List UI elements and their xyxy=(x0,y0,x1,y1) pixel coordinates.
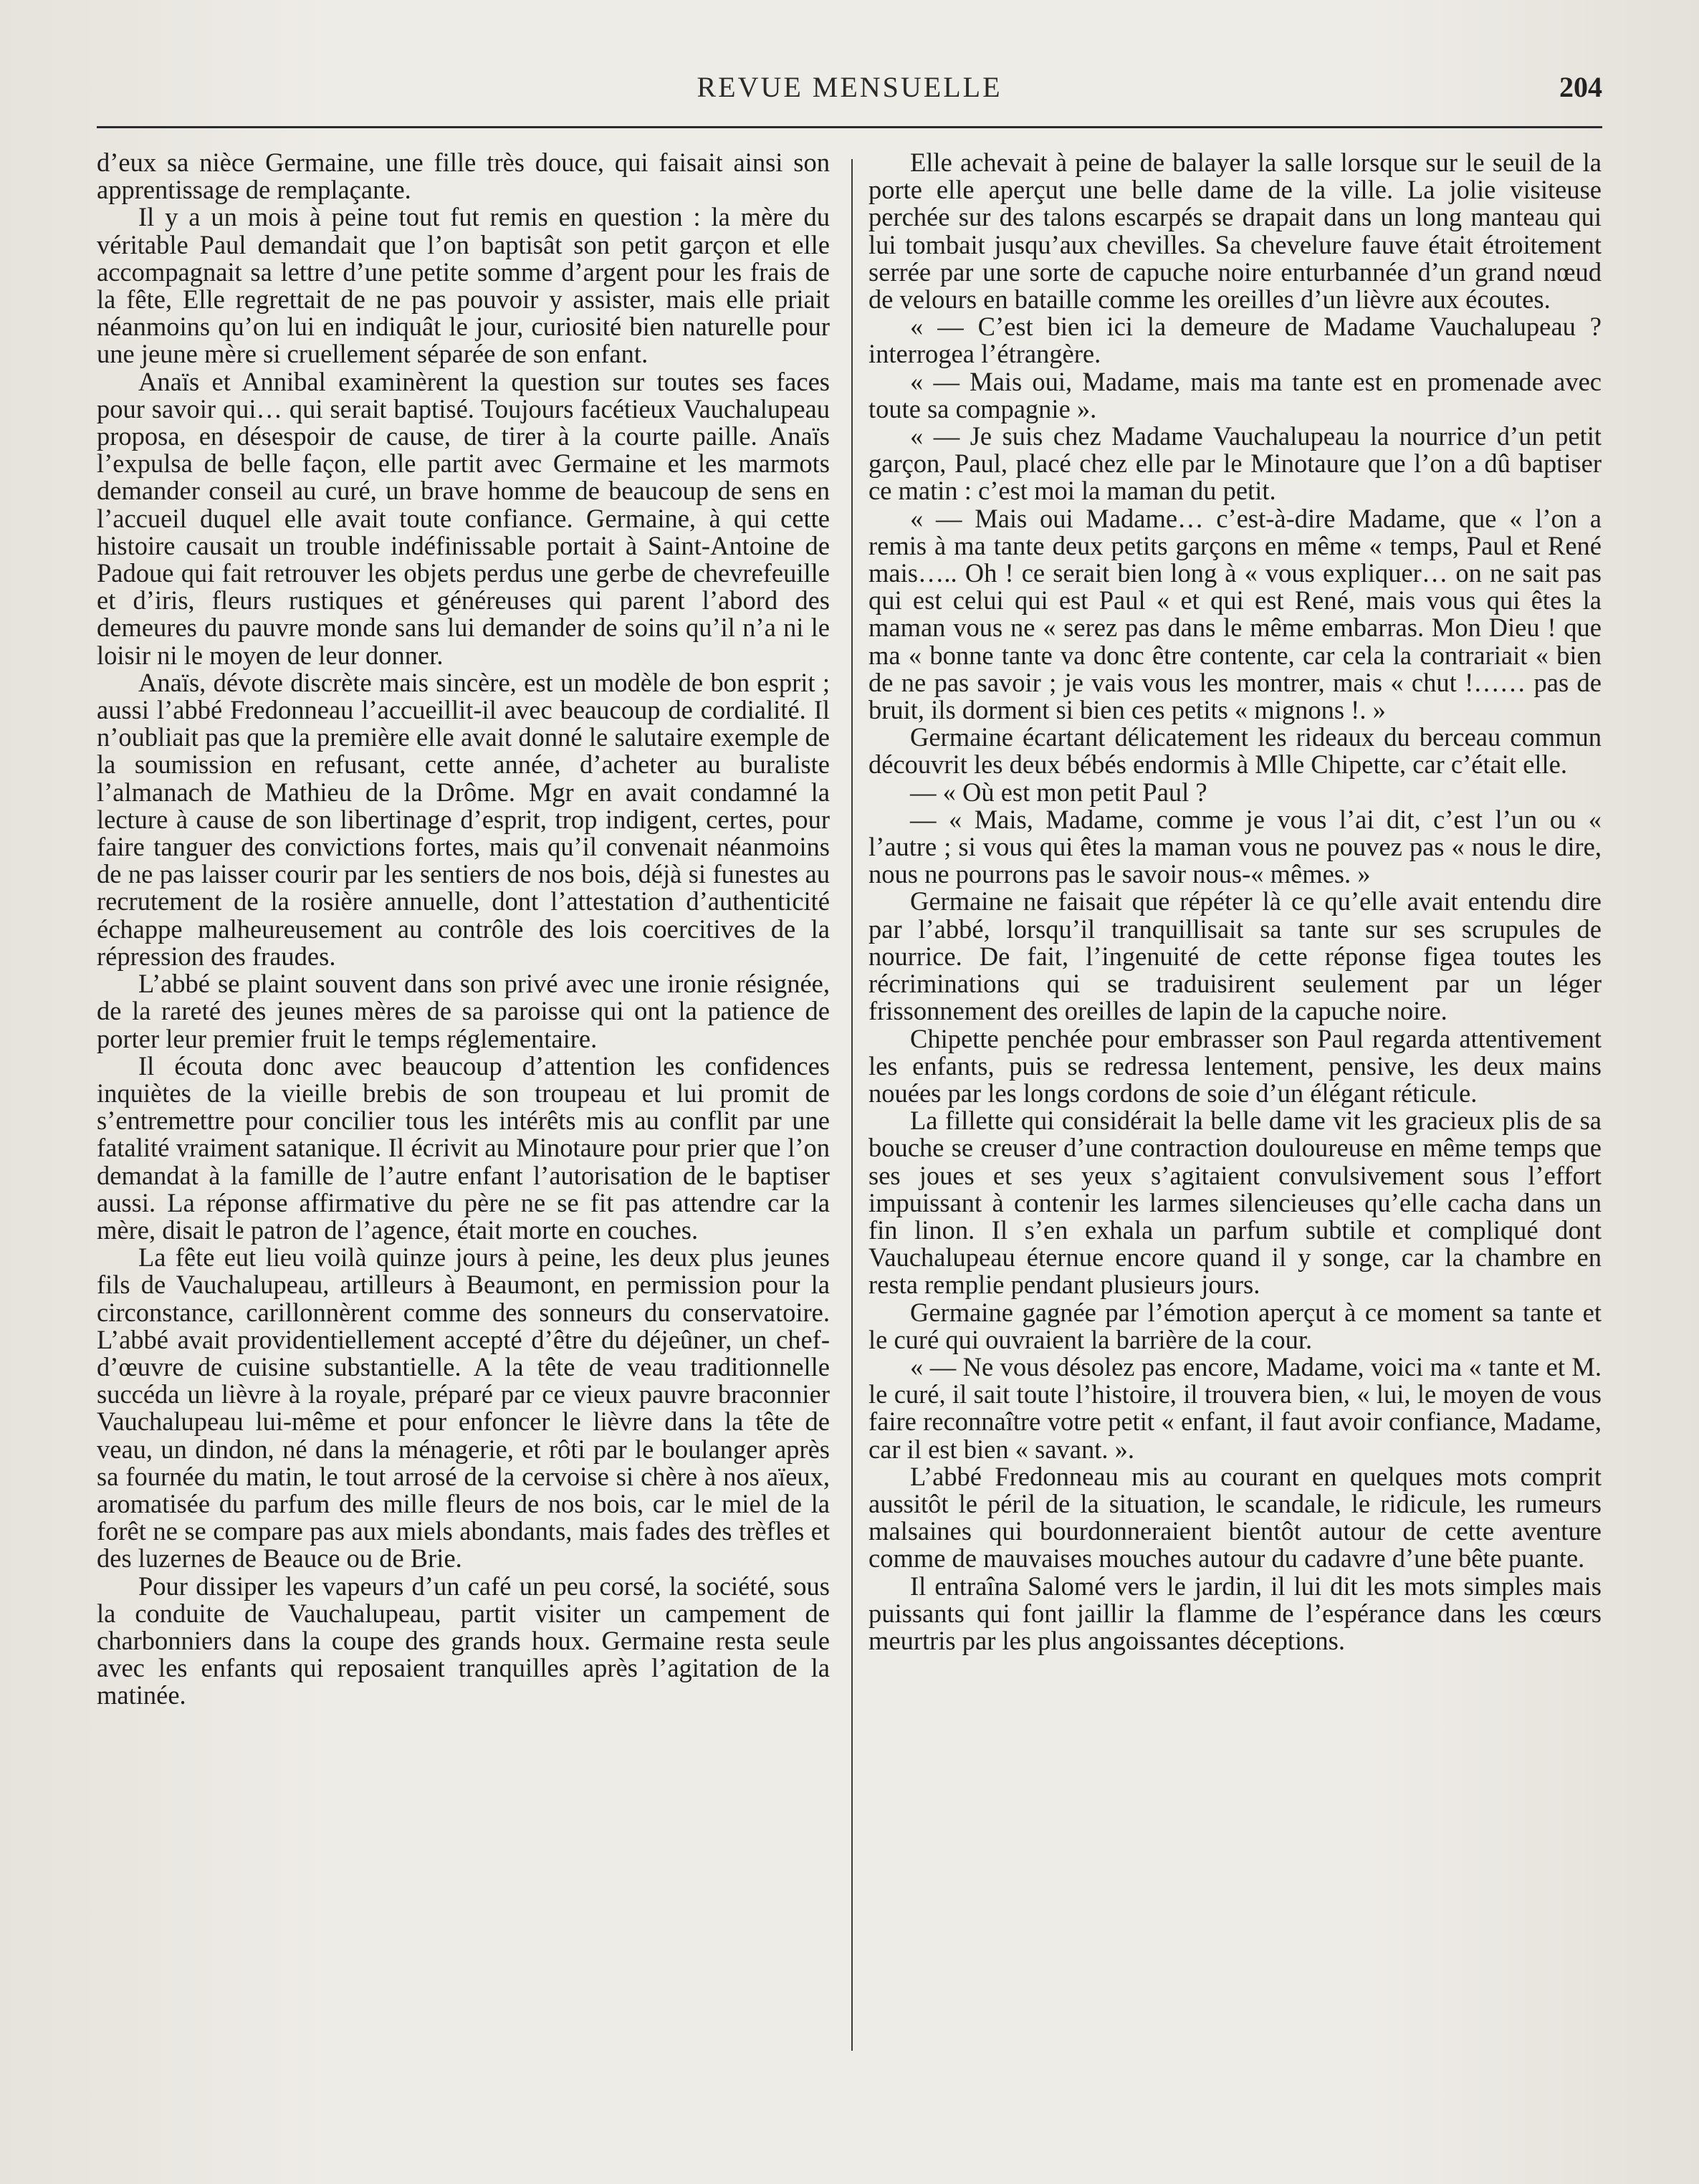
paragraph: Germaine gagnée par l’émotion aperçut à ce moment sa tante et le curé qui ouvraient la barrière de la cour. xyxy=(868,1297,1602,1354)
dialogue-paragraph: « — Mais oui, Madame, mais ma tante est en promenade avec toute sa compagnie ». xyxy=(868,366,1602,423)
dialogue-paragraph: « — C’est bien ici la demeure de Madame Vauchalupeau ? interrogea l’étrangère. xyxy=(868,312,1602,369)
paragraph: Germaine écartant délicatement les rideaux du berceau commun découvrit les deux bébés endormis à Mlle Chipette, car c’était elle. xyxy=(868,722,1602,780)
dialogue-paragraph: « — Mais oui Madame… c’est-à-dire Madame, que « l’on a remis à ma tante deux petits garçons en même « temps, Paul et René mais….. Oh ! ce serait bien long à « vous expliquer… on ne sait pas qui est celui qui est Paul « et qui est René, mais vous qui êtes la maman vous ne « serez pas dans le même embarras. Mon Dieu ! que ma « bonne tante va donc être contente, car cela la contrariait « bien de ne pas savoir ; je vais vous les montrer, mais « chut !…… pas de bruit, ils dorment si bien ces petits « mignons !. » xyxy=(868,503,1602,725)
paragraph: Elle achevait à peine de balayer la salle lorsque sur le seuil de la porte elle aperçut une belle dame de la ville. La jolie visiteuse perchée sur des talons escarpés se drapait dans un long manteau qui lui tombait jusqu’aux chevilles. Sa chevelure fauve était étroitement serrée par une sorte de capuche noire enturbannée d’un grand nœud de velours en bataille comme les oreilles d’un lièvre aux écoutes. xyxy=(868,148,1602,315)
paragraph: La fête eut lieu voilà quinze jours à peine, les deux plus jeunes fils de Vauchalupeau, artilleurs à Beaumont, en permission pour la circonstance, carillonnèrent comme des sonneurs du conservatoire. L’abbé avait providentiellement accepté d’être du déjeûner, un chef-d’œuvre de cuisine substantielle. A la tête de veau traditionnelle succéda un lièvre à la royale, préparé par ce vieux pauvre braconnier Vauchalupeau lui-même et pour enfoncer le lièvre dans la tête de veau, un dindon, né dans la ménagerie, et rôti par le boulanger après sa fournée du matin, le tout arrosé de la cervoise si chère à nos aïeux, aromatisée du parfum des mille fleurs de nos bois, car le miel de la forêt ne se compare pas aux miels abondants, mais fades des trèfles et des luzernes de Beauce ou de Brie. xyxy=(97,1242,830,1574)
paragraph: Germaine ne faisait que répéter là ce qu’elle avait entendu dire par l’abbé, lorsqu’il tranquillisait sa tante sur ses scrupules de nourrice. De fait, l’ingenuité de cette réponse figea toutes les récriminations qui se traduisirent seulement par un léger frissonnement des oreilles de lapin de la capuche noire. xyxy=(868,886,1602,1026)
paragraph: L’abbé se plaint souvent dans son privé avec une ironie résignée, de la rareté des jeunes mères de sa paroisse qui ont la patience de porter leur premier fruit le temps réglementaire. xyxy=(97,969,830,1053)
paragraph: Chipette penchée pour embrasser son Paul regarda attentivement les enfants, puis se redressa lentement, pensive, les deux mains nouées par les longs cordons de soie d’un élégant réticule. xyxy=(868,1023,1602,1108)
paragraph: Il entraîna Salomé vers le jardin, il lui dit les mots simples mais puissants qui font jaillir la flamme de l’espérance dans les cœurs meurtris par les plus angoissantes déceptions. xyxy=(868,1571,1602,1655)
dialogue-paragraph: — « Où est mon petit Paul ? xyxy=(910,777,1207,807)
right-column xyxy=(868,149,1602,1654)
running-title: REVUE MENSUELLE xyxy=(697,71,1002,103)
paragraph: La fillette qui considérait la belle dame vit les gracieux plis de sa bouche se creuser d’une contraction douloureuse en même temps que ses joues et ses yeux s’agitaient convulsivement sous l’effort impuissant à contenir les larmes silencieuses qu’elle cacha dans un fin linon. Il s’en exhala un parfum subtile et compliqué dont Vauchalupeau éternue encore quand il y songe, car la chambre en resta remplie pendant plusieurs jours. xyxy=(868,1106,1602,1300)
paragraph: d’eux sa nièce Germaine, une fille très douce, qui faisait ainsi son apprentissage de remplaçante. xyxy=(97,148,830,205)
paragraph: L’abbé Fredonneau mis au courant en quelques mots comprit aussitôt le péril de la situation, le scandale, le ridicule, les rumeurs malsaines qui bourdonneraient bientôt autour de cette aventure comme de mauvaises mouches autour du cadavre d’une bête puante. xyxy=(868,1461,1602,1574)
paragraph: Il écouta donc avec beaucoup d’attention les confidences inquiètes de la vieille brebis de son troupeau et lui promit de s’entremettre pour concilier tous les intérêts mis au conflit par une fatalité vraiment satanique. Il écrivit au Minotaure pour prier que l’on demandat à la famille de l’autre enfant l’autorisation de le baptiser aussi. La réponse affirmative du père ne se fit pas attendre car la mère, disait le patron de l’agence, était morte en couches. xyxy=(97,1050,830,1245)
column-divider xyxy=(851,159,853,2051)
paragraph: Anaïs et Annibal examinèrent la question sur toutes ses faces pour savoir qui… qui serait baptisé. Toujours facétieux Vauchalupeau proposa, en désespoir de cause, de tirer à la courte paille. Anaïs l’expulsa de belle façon, elle partit avec Germaine et les marmots demander conseil au curé, un brave homme de beaucoup de sens en l’accueil duquel elle avait toute confiance. Germaine, à qui cette histoire causait un trouble indéfinissable portait à Saint-Antoine de Padoue qui fait retrouver les objets perdus une gerbe de chevrefeuille et d’iris, fleurs rustiques et généreuses qui parent l’abord des demeures du pauvre monde sans lui demander de soins qu’il n’a ni le loisir ni le moyen de leur donner. xyxy=(97,366,830,670)
page-header xyxy=(97,70,1602,113)
page-number: 204 xyxy=(1559,71,1602,103)
dialogue-paragraph: — « Mais, Madame, comme je vous l’ai dit, c’est l’un ou « l’autre ; si vous qui êtes la maman vous ne pouvez pas « nous le dire, nous ne pourrons pas le savoir nous-« mêmes. » xyxy=(868,804,1602,889)
paragraph: Anaïs, dévote discrète mais sincère, est un modèle de bon esprit ; aussi l’abbé Fredonneau l’accueillit-il avec beaucoup de cordialité. Il n’oubliait pas que la première elle avait donné le salutaire exemple de la soumission en refusant, cette année, d’acheter au buraliste l’almanach de Mathieu de la Drôme. Mgr en avait condamné la lecture à cause de son libertinage d’esprit, trop indigent, certes, pour faire tanguer des convictions fortes, mais qu’il convenait néanmoins de ne pas laisser courir par les sentiers de nos bois, déjà si funestes au recrutement de la rosière annuelle, dont l’attestation d’authenticité échappe malheureusement au contrôle des lois coercitives de la répression des fraudes. xyxy=(97,667,830,971)
dialogue-paragraph: « — Je suis chez Madame Vauchalupeau la nourrice d’un petit garçon, Paul, placé chez elle par le Minotaure que l’on a dû baptiser ce matin : c’est moi la maman du petit. xyxy=(868,421,1602,506)
header-rule xyxy=(97,126,1602,128)
paragraph: Il y a un mois à peine tout fut remis en question : la mère du véritable Paul demandait que l’on baptisât son petit garçon et elle accompagnait sa lettre d’une petite somme d’argent pour les frais de la fête, Elle regrettait de ne pas pouvoir y assister, mais elle priait néanmoins qu’on lui en indiquât le jour, curiosité bien naturelle pour une jeune mère si cruellement séparée de son enfant. xyxy=(97,202,830,369)
dialogue-paragraph: « — Ne vous désolez pas encore, Madame, voici ma « tante et M. le curé, il sait toute l’histoire, il trouvera bien, « lui, le moyen de vous faire reconnaître votre petit « enfant, il faut avoir confiance, Madame, car il est bien « savant. ». xyxy=(868,1351,1602,1464)
left-column xyxy=(97,149,830,1710)
paragraph: Pour dissiper les vapeurs d’un café un peu corsé, la société, sous la conduite de Vauchalupeau, partit visiter un campement de charbonniers dans la coupe des grands houx. Germaine resta seule avec les enfants qui reposaient tranquilles après l’agitation de la matinée. xyxy=(97,1571,830,1710)
